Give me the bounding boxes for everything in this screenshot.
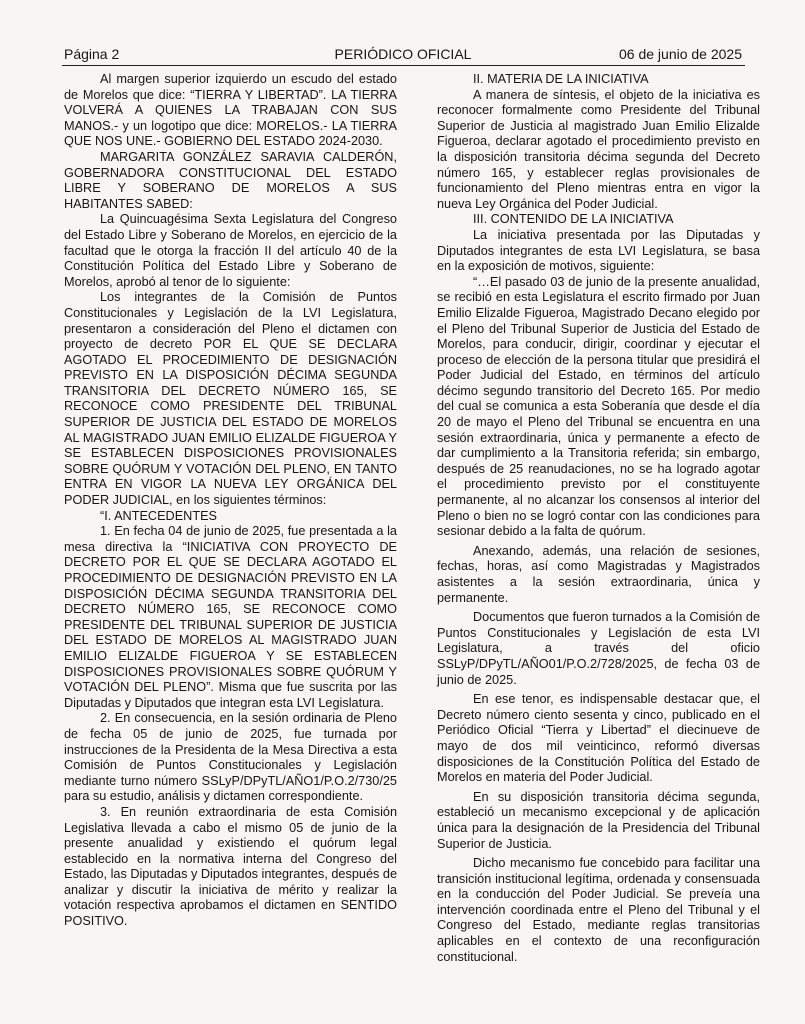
section-materia: II. MATERIA DE LA INICIATIVA bbox=[473, 72, 649, 86]
paragraph-documentos: Documentos que fueron turnados a la Comisión de Puntos Constitucionales y Legislación de esta LVI Legislatura, a través del oficio SSLyP/DPyTL/AÑO01/P.O.2/728/2025, de fecha 03 de junio de 2025. bbox=[437, 610, 760, 687]
paragraph-anexando: Anexando, además, una relación de sesiones, fechas, horas, así como Magistradas y Magistrados asistentes a la sesión extraordinaria, única y permanente. bbox=[437, 543, 760, 605]
paragraph-antecedente-1: 1. En fecha 04 de junio de 2025, fue presentada a la mesa directiva la “INICIATIVA CON PROYECTO DE DECRETO POR EL QUE SE DECLARA AGOTADO EL PROCEDIMIENTO DE DESIGNACIÓN PREVISTO EN LA DISPOSICIÓN DÉCIMA SEGUNDA TRANSITORIA DEL DECRETO NÚMERO 165, SE RECONOCE COMO PRESIDENTE DEL TRIBUNAL SUPERIOR DE JUSTICIA DEL ESTADO DE MORELOS AL MAGISTRADO JUAN EMILIO ELIZALDE FIGUEROA Y SE ESTABLECEN DISPOSICIONES PROVISIONALES SOBRE QUÓRUM Y VOTACIÓN DEL PLENO”. Misma que fue suscrita por las Diputadas y Diputados que integran esta LVI Legislatura. bbox=[64, 524, 397, 710]
paragraph-contenido-intro: La iniciativa presentada por las Diputadas y Diputados integrantes de esta LVI Legislatura, se basa en la exposición de motivos, siguiente: bbox=[437, 227, 760, 274]
section-contenido: III. CONTENIDO DE LA INICIATIVA bbox=[473, 212, 674, 227]
page-header bbox=[64, 46, 742, 64]
publication-title: PERIÓDICO OFICIAL bbox=[334, 46, 472, 62]
page-number: Página 2 bbox=[64, 46, 120, 62]
paragraph-transitoria: En su disposición transitoria décima segunda, estableció un mecanismo excepcional y de aplicación única para la designación de la Presidencia del Tribunal Superior de Justicia. bbox=[437, 789, 760, 851]
paragraph-governor: MARGARITA GONZÁLEZ SARAVIA CALDERÓN, GOBERNADORA CONSTITUCIONAL DEL ESTADO LIBRE Y SOBERANO DE MORELOS A SUS HABITANTES SABED: bbox=[64, 149, 397, 211]
paragraph-legislature: La Quincuagésima Sexta Legislatura del Congreso del Estado Libre y Soberano de Morelos, en ejercicio de la facultad que le otorga la fracción II del artículo 40 de la Constitución Política del Estado Libre y Soberano de Morelos, aprobó al tenor de lo siguiente: bbox=[64, 212, 397, 289]
publication-date: 06 de junio de 2025 bbox=[619, 46, 742, 62]
paragraph-tenor: En ese tenor, es indispensable destacar que, el Decreto número ciento sesenta y cinco, publicado en el Periódico Oficial “Tierra y Libertad” el diecinueve de mayo de dos mil veinticinco, reformó diversas disposiciones de la Constitución Política del Estado de Morelos en materia del Poder Judicial. bbox=[437, 692, 760, 785]
header-rule bbox=[62, 65, 745, 66]
left-column bbox=[64, 72, 397, 930]
paragraph-mecanismo: Dicho mecanismo fue concebido para facilitar una transición institucional legítima, ordenada y consensuada en la conducción del Poder Judicial. Se preveía una intervención coordinada entre el Pleno del Tribunal y el Congreso del Estado, mediante reglas transitorias aplicables en el contexto de una reconfiguración constitucional. bbox=[437, 856, 760, 964]
section-antecedentes: “I. ANTECEDENTES bbox=[100, 508, 218, 523]
paragraph-antecedente-2: 2. En consecuencia, en la sesión ordinaria de Pleno de fecha 05 de junio de 2025, fue turnada por instrucciones de la Presidenta de la Mesa Directiva a esta Comisión de Puntos Constitucionales y Legislación mediante turno número SSLyP/DPyTL/AÑO1/P.O.2/730/25 para su estudio, análisis y dictamen correspondiente. bbox=[64, 711, 397, 804]
paragraph-quote: “…El pasado 03 de junio de la presente anualidad, se recibió en esta Legislatura el escrito firmado por Juan Emilio Elizalde Figueroa, Magistrado Decano elegido por el Pleno del Tribunal Superior de Justicia del Estado de Morelos, para conducir, dirigir, coordinar y ejecutar el proceso de elección de la persona titular que presidirá el Poder Judicial del Estado, en términos del artículo décimo segundo transitorio del Decreto 165. Por medio del cual se comunica a esta Soberanía que desde el día 20 de mayo el Pleno del Tribunal se encuentra en una sesión extraordinaria, única y permanente a efecto de dar cumplimiento a la Transitoria referida; sin embargo, después de 25 reanudaciones, no se ha logrado agotar el procedimiento previsto por el constituyente permanente, al no alcanzar los consensos al interior del Pleno o bien no se logró contar con las condiciones para sesionar debido a la falta de quórum. bbox=[437, 274, 760, 539]
paragraph-commission: Los integrantes de la Comisión de Puntos Constitucionales y Legislación de la LVI Legislatura, presentaron a consideración del Pleno el dictamen con proyecto de decreto POR EL QUE SE DECLARA AGOTADO EL PROCEDIMIENTO DE DESIGNACIÓN PREVISTO EN LA DISPOSICIÓN DÉCIMA SEGUNDA TRANSITORIA DEL DECRETO NÚMERO 165, SE RECONOCE COMO PRESIDENTE DEL TRIBUNAL SUPERIOR DE JUSTICIA DEL ESTADO DE MORELOS AL MAGISTRADO JUAN EMILIO ELIZALDE FIGUEROA Y SE ESTABLECEN DISPOSICIONES PROVISIONALES SOBRE QUÓRUM Y VOTACIÓN DEL PLENO, EN TANTO ENTRA EN VIGOR LA NUEVA LEY ORGÁNICA DEL PODER JUDICIAL, en los siguientes términos: bbox=[64, 290, 397, 508]
right-column bbox=[437, 72, 760, 965]
paragraph-antecedente-3: 3. En reunión extraordinaria de esta Comisión Legislativa llevada a cabo el mismo 05 de junio de la presente anualidad y existiendo el quórum legal establecido en la normativa interna del Congreso del Estado, las Diputadas y Diputados integrantes, después de analizar y discutir la iniciativa de mérito y realizar la votación respectiva aprobamos el dictamen en SENTIDO POSITIVO. bbox=[64, 804, 397, 929]
paragraph-heading-shield: Al margen superior izquierdo un escudo del estado de Morelos que dice: “TIERRA Y LIBERTAD”. LA TIERRA VOLVERÁ A QUIENES LA TRABAJAN CON SUS MANOS.- y un logotipo que dice: MORELOS.- LA TIERRA QUE NOS UNE.- GOBIERNO DEL ESTADO 2024-2030. bbox=[64, 72, 397, 149]
paragraph-materia: A manera de síntesis, el objeto de la iniciativa es reconocer formalmente como Presidente del Tribunal Superior de Justicia al magistrado Juan Emilio Elizalde Figueroa, declarar agotado el procedimiento previsto en la disposición transitoria décima segunda del Decreto número 165, y establecer reglas provisionales de funcionamiento del Pleno mientras entra en vigor la nueva Ley Orgánica del Poder Judicial. bbox=[437, 87, 760, 211]
